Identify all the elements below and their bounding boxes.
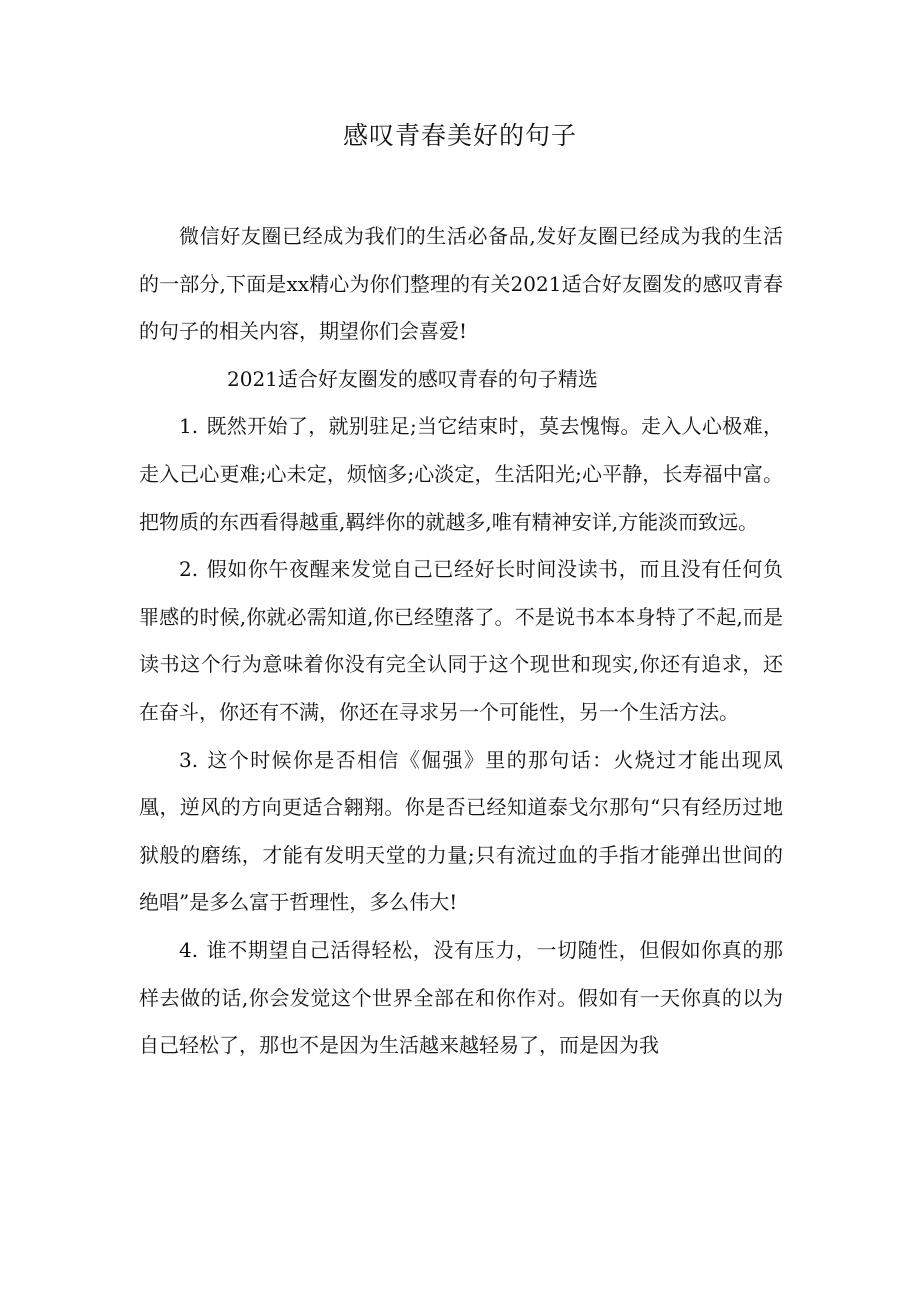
section-subheading: 2021适合好友圈发的感叹青春的句子精选: [227, 366, 598, 391]
list-item: [139, 927, 783, 1070]
item-number: 2.: [179, 557, 199, 582]
list-item: [139, 737, 783, 927]
intro-paragraph: 微信好友圈已经成为我们的生活必备品,发好友圈已经成为我的生活的一部分,下面是xx精心为你们整理的有关2021适合好友圈发的感叹青春的句子的相关内容，期望你们会喜爱!: [139, 224, 783, 344]
item-number: 4.: [179, 937, 199, 962]
item-text: 假如你午夜醒来发觉自己已经好长时间没读书，而且没有任何负罪感的时候,你就必需知道,你已经堕落了。不是说书本本身特了不起,而是读书这个行为意味着你没有完全认同于这个现世和现实,你还有追求，还在奋斗，你还有不满，你还在寻求另一个可能性，另一个生活方法。: [139, 557, 783, 724]
document-title: 感叹青春美好的句子: [342, 121, 577, 150]
document-body: [139, 213, 783, 1070]
item-text: 谁不期望自己活得轻松，没有压力，一切随性，但假如你真的那样去做的话,你会发觉这个世界全部在和你作对。假如有一天你真的以为自己轻松了，那也不是因为生活越来越轻易了，而是因为我: [139, 937, 783, 1058]
list-item: [139, 403, 783, 546]
item-text: 这个时候你是否相信《倔强》里的那句话：火烧过才能出现凤凰，逆风的方向更适合翱翔。你是否已经知道泰戈尔那句“只有经历过地狱般的磨练，才能有发明天堂的力量;只有流过血的手指才能弹出世间的绝唱”是多么富于哲理性，多么伟大!: [139, 747, 783, 915]
item-number: 3.: [179, 747, 199, 772]
item-number: 1.: [179, 414, 199, 439]
list-item: [139, 546, 783, 736]
item-text: 既然开始了，就别驻足;当它结束时，莫去愧悔。走入人心极难，走入己心更难;心未定，烦恼多;心淡定，生活阳光;心平静，长寿福中富。把物质的东西看得越重,羁绊你的就越多,唯有精神安详,方能淡而致远。: [139, 414, 783, 534]
